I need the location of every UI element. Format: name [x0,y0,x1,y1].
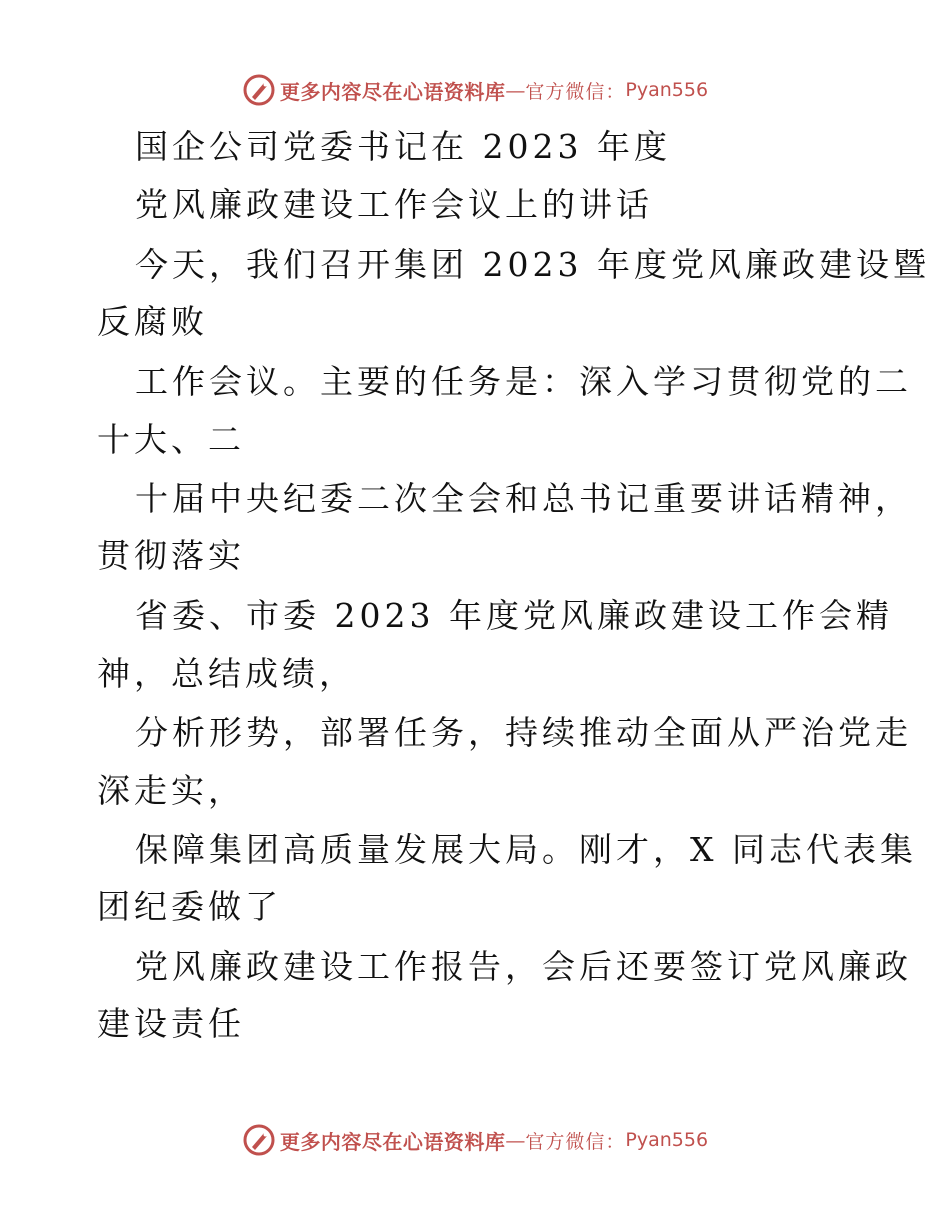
watermark-text: 更多内容尽在心语资料库 [279,79,506,104]
pen-nib-logo-icon [242,1123,276,1157]
paragraph-line: 十大、二 [97,420,245,459]
watermark-dash: — [505,1128,526,1152]
paragraph-line: 反腐败 [97,302,208,341]
footer-watermark [0,1120,950,1160]
paragraph-line: 团纪委做了 [97,887,282,926]
title-line-1: 国企公司党委书记在 2023 年度 [135,127,671,166]
pen-nib-logo-icon [242,73,276,107]
paragraph-line: 分析形势，部署任务，持续推动全面从严治党走 [135,713,912,752]
title-line-2: 党风廉政建设工作会议上的讲话 [135,185,653,224]
paragraph-line: 工作会议。主要的任务是：深入学习贯彻党的二 [135,362,912,401]
paragraph-line: 建设责任 [97,1004,245,1043]
header-watermark [0,70,950,110]
paragraph-line: 贯彻落实 [97,536,245,575]
paragraph-line: 省委、市委 2023 年度党风廉政建设工作会精 [135,596,893,635]
paragraph-line: 今天，我们召开集团 2023 年度党风廉政建设暨 [135,245,930,284]
watermark-text: 更多内容尽在心语资料库 [279,1129,506,1154]
paragraph-line: 十届中央纪委二次全会和总书记重要讲话精神， [135,479,912,518]
paragraph-line: 深走实， [97,771,245,810]
watermark-label: 官方微信： [525,1130,626,1153]
watermark-dash: — [505,78,526,102]
watermark-wechat-id: Pyan556 [625,79,709,101]
watermark-wechat-id: Pyan556 [625,1129,709,1151]
paragraph-line: 党风廉政建设工作报告，会后还要签订党风廉政 [135,947,912,986]
paragraph-line: 保障集团高质量发展大局。刚才，X 同志代表集 [135,830,917,869]
watermark-label: 官方微信： [525,80,626,103]
paragraph-line: 神，总结成绩， [97,654,356,693]
